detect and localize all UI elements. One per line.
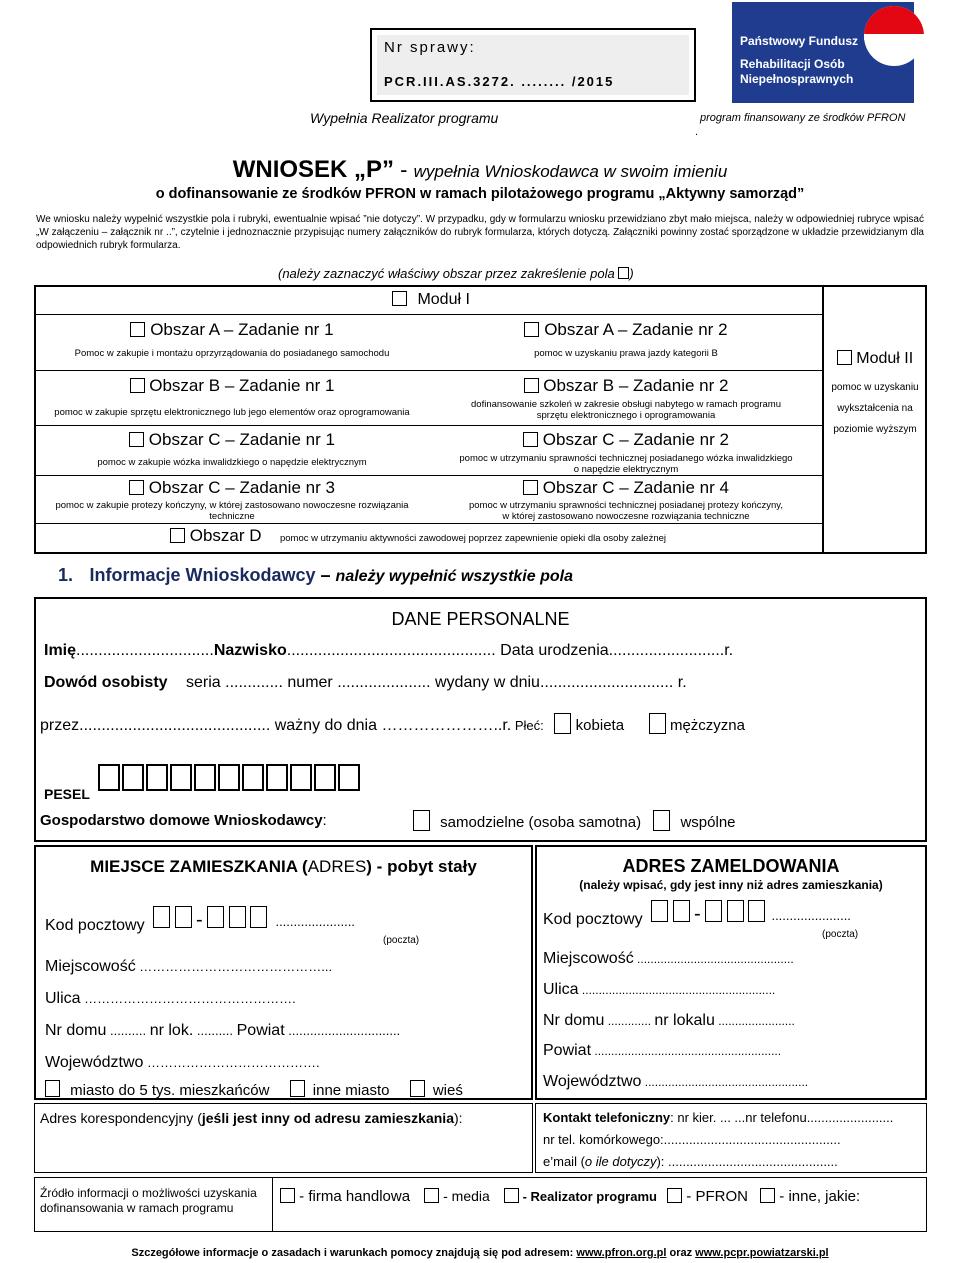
- source-options: [280, 1188, 860, 1205]
- area-c1[interactable]: [36, 430, 428, 468]
- postcode-digit-box[interactable]: [727, 900, 744, 922]
- household-single-label: samodzielne (osoba samotna): [440, 814, 642, 831]
- valid-until-label: ważny do dnia: [274, 717, 378, 734]
- household-shared-checkbox[interactable]: [653, 810, 670, 831]
- registration-county-row: [543, 1042, 781, 1060]
- name-row: [44, 642, 733, 660]
- area-b1-checkbox[interactable]: [130, 378, 145, 393]
- postcode-dash: -: [693, 903, 701, 925]
- module2-checkbox[interactable]: [837, 350, 852, 365]
- residence-voivodeship-field[interactable]: ………………………………….: [143, 1055, 320, 1070]
- row-divider: [36, 425, 822, 426]
- registration-house-field[interactable]: .............: [604, 1014, 655, 1028]
- section1-title: Informacje Wnioskodawcy: [89, 565, 316, 585]
- id-number-field[interactable]: .....................: [332, 674, 435, 691]
- email-field[interactable]: ): ...............................................: [656, 1154, 838, 1169]
- pesel-digit-box[interactable]: [194, 764, 216, 791]
- email-row: [543, 1154, 838, 1169]
- residence-locality-row: [45, 958, 332, 976]
- gender-label: Płeć:: [511, 718, 544, 733]
- household-label: Gospodarstwo domowe Wnioskodawcy: [40, 812, 323, 829]
- pesel-digit-box[interactable]: [218, 764, 240, 791]
- footer-link-pfron[interactable]: www.pfron.org.pl: [576, 1247, 667, 1259]
- pfron-logo: [732, 2, 914, 103]
- module1-label: Moduł I: [417, 291, 470, 308]
- residence-voivodeship-label: Województwo: [45, 1054, 144, 1071]
- section1-dash: –: [315, 565, 336, 585]
- source-media-checkbox[interactable]: [424, 1188, 439, 1203]
- pesel-input[interactable]: [98, 776, 362, 793]
- residence-house-field[interactable]: ..........: [106, 1023, 150, 1038]
- other-town-label: inne miasto: [312, 1082, 390, 1099]
- source-realizator-checkbox[interactable]: [504, 1188, 519, 1203]
- gender-male-checkbox[interactable]: [649, 713, 666, 734]
- issuer-row: [40, 713, 745, 735]
- registration-street-row: [543, 981, 775, 999]
- area-a2-desc: pomoc w uzyskaniu prawa jazdy kategorii B: [534, 348, 718, 359]
- residence-heading-1: MIEJSCE ZAMIESZKANIA (: [90, 857, 308, 876]
- module2-label: Moduł II: [856, 350, 914, 367]
- registration-post-office-label: (poczta): [822, 929, 859, 940]
- contact-phone-label: Kontakt telefoniczny: [543, 1110, 671, 1125]
- contact-phone-field[interactable]: : nr kier. ... ...nr telefonu........................: [670, 1110, 894, 1125]
- source-pfron-label: - PFRON: [682, 1188, 748, 1205]
- area-b2-desc-2: sprzętu elektronicznego i oprogramowania: [536, 410, 716, 421]
- pesel-digit-box[interactable]: [242, 764, 264, 791]
- footer-note: [0, 1247, 960, 1259]
- area-a2[interactable]: [430, 320, 822, 359]
- residence-street-label: Ulica: [45, 990, 81, 1007]
- area-b2[interactable]: [430, 376, 822, 421]
- issued-by-field[interactable]: ...........................................: [79, 717, 275, 734]
- area-a2-title: Obszar A – Zadanie nr 2: [544, 320, 728, 339]
- registration-postcode-row: [543, 900, 851, 929]
- logo-text-1: Państwowy Fundusz: [740, 34, 859, 48]
- area-c2-desc-2: o napędzie elektrycznym: [573, 464, 679, 475]
- gender-female-checkbox[interactable]: [554, 713, 571, 734]
- residence-street-row: [45, 990, 296, 1008]
- residence-county-field[interactable]: ...............................: [284, 1023, 401, 1038]
- postcode-dash: -: [195, 909, 203, 931]
- registration-subheading: (należy wpisać, gdy jest inny niż adres zamieszkania): [579, 878, 883, 892]
- locality-type-row: [45, 1080, 463, 1099]
- case-number-box: [370, 28, 696, 102]
- area-c1-title: Obszar C – Zadanie nr 1: [148, 430, 335, 449]
- id-number-label: numer: [287, 674, 333, 691]
- area-a2-checkbox[interactable]: [524, 322, 539, 337]
- area-c3-desc-1: pomoc w zakupie protezy kończyny, w której zastosowano nowoczesne rozwiązania: [55, 500, 409, 511]
- footer-mid: oraz: [666, 1247, 696, 1259]
- row-divider: [36, 523, 822, 524]
- village-label: wieś: [432, 1082, 463, 1099]
- area-b1-title: Obszar B – Zadanie nr 1: [149, 376, 335, 395]
- module1-option[interactable]: [392, 291, 470, 309]
- checkbox-icon: [618, 267, 629, 279]
- module2-option[interactable]: [826, 350, 924, 435]
- registration-postcode-label: Kod pocztowy: [543, 911, 643, 928]
- correspondence-label: [40, 1110, 463, 1126]
- registration-county-label: Powiat: [543, 1042, 592, 1059]
- registration-voivodeship-label: Województwo: [543, 1073, 642, 1090]
- residence-heading-2: ADRES: [307, 857, 367, 876]
- module2-frame: [822, 287, 824, 552]
- modules-instruction-post: ): [629, 266, 634, 281]
- realizator-note: Wypełnia Realizator programu: [310, 110, 499, 126]
- mobile-phone-row[interactable]: nr tel. komórkowego:.................................................: [543, 1132, 841, 1147]
- form-intro: We wniosku należy wypełnić wszystkie pola i rubryki, ewentualnie wpisać ”nie dotyczy”. W przypadku, gdy w formularzu wniosku przewidziano zbyt mało miejsca, należy w odpowiedniej rubryce wpisać „W załączeniu – załącznik nr ..”, czytelnie i jednoznacznie przypisując numery załączników do rubryk formularza, których dotyczą. Załączniki powinny zostać sporządzone w układzie przewidzianym dla odpowiednich rubryk formularza.: [36, 214, 924, 251]
- pesel-digit-box[interactable]: [266, 764, 288, 791]
- form-title-dash: -: [394, 157, 414, 182]
- small-town-label: miasto do 5 tys. mieszkańców: [70, 1082, 270, 1099]
- area-c1-checkbox[interactable]: [129, 432, 144, 447]
- pesel-digit-box[interactable]: [98, 764, 120, 791]
- area-b2-title: Obszar B – Zadanie nr 2: [543, 376, 729, 395]
- residence-postcode-row: [45, 906, 355, 935]
- area-a1[interactable]: [36, 320, 428, 359]
- area-b1[interactable]: [36, 376, 428, 418]
- financed-note: program finansowany ze środków PFRON: [700, 112, 906, 124]
- registration-street-field[interactable]: ..........................................................: [578, 983, 776, 997]
- residence-house-row: [45, 1022, 400, 1040]
- footer-link-pcpr[interactable]: www.pcpr.powiatzarski.pl: [695, 1247, 829, 1259]
- residence-postcode-label: Kod pocztowy: [45, 917, 145, 934]
- postcode-digit-box[interactable]: [748, 900, 765, 922]
- residence-voivodeship-row: [45, 1054, 320, 1072]
- registration-house-row: [543, 1012, 795, 1030]
- source-other-label: - inne, jakie:: [775, 1188, 861, 1205]
- row-divider: [36, 475, 822, 476]
- contact-phone-row: [543, 1110, 893, 1125]
- area-c1-desc: pomoc w zakupie wózka inwalidzkiego o napędzie elektrycznym: [97, 457, 367, 468]
- source-shop-label: - firma handlowa: [295, 1188, 411, 1205]
- source-media-label: - media: [439, 1188, 490, 1204]
- household-row: [40, 812, 327, 829]
- residence-flat-label: nr lok.: [149, 1022, 194, 1039]
- area-c2-checkbox[interactable]: [523, 432, 538, 447]
- postcode-digit-box[interactable]: [651, 900, 668, 922]
- first-name-label: Imię: [44, 642, 77, 659]
- pesel-label: PESEL: [44, 786, 90, 802]
- logo-text-3: Niepełnosprawnych: [740, 72, 854, 86]
- postcode-digit-box[interactable]: [153, 906, 170, 928]
- household-single-checkbox[interactable]: [413, 810, 430, 831]
- residence-locality-label: Miejscowość: [45, 958, 136, 975]
- id-card-row: [44, 674, 687, 692]
- pesel-digit-box[interactable]: [122, 764, 144, 791]
- case-number[interactable]: PCR.III.AS.3272. ........ /2015: [384, 74, 615, 89]
- area-c2-desc-1: pomoc w utrzymaniu sprawności technicznej posiadanego wózka inwalidzkiego: [459, 453, 793, 464]
- pesel-row: [44, 764, 362, 802]
- small-town-checkbox[interactable]: [45, 1080, 60, 1097]
- area-c4-desc-2: w której zastosowano nowoczesne rozwiązania techniczne: [502, 511, 750, 522]
- id-series-field[interactable]: .............: [220, 674, 288, 691]
- residence-county-label: Powiat: [236, 1022, 285, 1039]
- birth-date-label: Data urodzenia: [495, 642, 609, 659]
- module2-desc-2: wykształcenia na: [837, 403, 913, 414]
- source-pfron-checkbox[interactable]: [667, 1188, 682, 1203]
- area-d[interactable]: [170, 526, 666, 546]
- source-label: Źródło informacji o możliwości uzyskania dofinansowania w ramach programu: [40, 1186, 257, 1215]
- area-d-title: Obszar D: [189, 526, 262, 545]
- id-card-label: Dowód osobisty: [44, 674, 168, 691]
- area-c4-title: Obszar C – Zadanie nr 4: [542, 478, 729, 497]
- row-divider: [36, 370, 822, 371]
- registration-house-label: Nr domu: [543, 1012, 605, 1029]
- pesel-digit-box[interactable]: [170, 764, 192, 791]
- source-shop-checkbox[interactable]: [280, 1188, 295, 1203]
- area-b2-desc-1: dofinansowanie szkoleń w zakresie obsługi nabytego w ramach programu: [471, 399, 781, 410]
- gender-female-label: kobieta: [575, 717, 625, 734]
- personal-heading: DANE PERSONALNE: [391, 609, 570, 629]
- section1-heading: [58, 565, 573, 586]
- residence-post-office-field[interactable]: ......................: [275, 914, 355, 929]
- gender-male-label: mężczyzna: [669, 717, 745, 734]
- birth-date-field[interactable]: ..........................r.: [608, 642, 734, 659]
- area-c3-checkbox[interactable]: [129, 480, 144, 495]
- registration-heading: ADRES ZAMELDOWANIA: [622, 856, 840, 876]
- email-label-2: o ile dotyczy: [584, 1154, 657, 1169]
- registration-flat-field[interactable]: .......................: [714, 1014, 795, 1028]
- correspondence-label-3: ):: [453, 1110, 463, 1126]
- pesel-digit-box[interactable]: [338, 764, 360, 791]
- module2-desc-3: poziomie wyższym: [833, 424, 917, 435]
- residence-street-field[interactable]: ………………………………………….: [80, 991, 296, 1006]
- area-a1-title: Obszar A – Zadanie nr 1: [150, 320, 334, 339]
- logo-emblem: [862, 4, 926, 68]
- logo-text-2: Rehabilitacji Osób: [740, 57, 845, 71]
- case-label: Nr sprawy:: [384, 39, 476, 56]
- pesel-digit-box[interactable]: [290, 764, 312, 791]
- residence-locality-field[interactable]: ……………………………………...: [135, 959, 333, 974]
- modules-instruction: [278, 266, 634, 281]
- pesel-digit-box[interactable]: [314, 764, 336, 791]
- postcode-digit-box[interactable]: [229, 906, 246, 928]
- valid-until-field[interactable]: …………………..r.: [377, 717, 512, 734]
- area-c2[interactable]: [430, 430, 822, 475]
- area-c4-checkbox[interactable]: [523, 480, 538, 495]
- registration-post-office-field[interactable]: ......................: [771, 908, 851, 923]
- registration-voivodeship-row: [543, 1073, 808, 1091]
- section1-note: należy wypełnić wszystkie pola: [335, 568, 573, 585]
- last-name-field[interactable]: ...............................................: [286, 642, 496, 659]
- household-options: [413, 810, 736, 831]
- other-town-checkbox[interactable]: [290, 1080, 305, 1097]
- registration-locality-row: [543, 950, 794, 968]
- residence-heading: [34, 857, 533, 877]
- registration-flat-label: nr lokalu: [654, 1012, 715, 1029]
- source-other-checkbox[interactable]: [760, 1188, 775, 1203]
- id-series-label: seria: [186, 674, 221, 691]
- area-c4-desc-1: pomoc w utrzymaniu sprawności technicznej posiadanej protezy kończyny,: [468, 500, 783, 511]
- area-c3-desc-2: techniczne: [209, 511, 255, 522]
- postcode-digit-box[interactable]: [705, 900, 722, 922]
- household-shared-label: wspólne: [680, 814, 736, 831]
- modules-instruction-pre: (należy zaznaczyć właściwy obszar przez zakreślenie pola: [278, 266, 619, 281]
- form-title-italic: wypełnia Wnioskodawca w swoim imieniu: [413, 162, 728, 181]
- area-c3[interactable]: [36, 478, 428, 522]
- postcode-digit-box[interactable]: [207, 906, 224, 928]
- form-title-main: WNIOSEK „P”: [232, 156, 395, 183]
- residence-flat-field[interactable]: ..........: [193, 1023, 237, 1038]
- form-title: [0, 156, 960, 184]
- issued-by-label: przez: [40, 717, 80, 734]
- module1-checkbox[interactable]: [392, 291, 407, 306]
- registration-voivodeship-field[interactable]: .................................................: [641, 1075, 809, 1089]
- area-b2-checkbox[interactable]: [524, 378, 539, 393]
- registration-county-field[interactable]: ........................................................: [591, 1044, 782, 1058]
- postcode-digit-box[interactable]: [673, 900, 690, 922]
- registration-locality-field[interactable]: ...............................................: [633, 952, 794, 966]
- registration-locality-label: Miejscowość: [543, 950, 634, 967]
- last-name-label: Nazwisko: [213, 642, 287, 659]
- area-d-checkbox[interactable]: [170, 528, 185, 543]
- module2-desc-1: pomoc w uzyskaniu: [831, 382, 919, 393]
- section1-number: 1.: [58, 565, 74, 585]
- correspondence-label-1: Adres korespondencyjny (: [40, 1110, 202, 1126]
- household-colon: :: [322, 812, 327, 829]
- village-checkbox[interactable]: [410, 1080, 425, 1097]
- financed-dot: .: [695, 126, 699, 138]
- residence-house-label: Nr domu: [45, 1022, 107, 1039]
- issued-date-label: wydany w dniu: [435, 674, 540, 691]
- issued-date-field[interactable]: .............................. r.: [539, 674, 687, 691]
- area-b1-desc: pomoc w zakupie sprzętu elektronicznego lub jego elementów oraz oprogramowania: [54, 407, 410, 418]
- source-realizator-label: - Realizator programu: [518, 1189, 657, 1204]
- email-label-1: e’mail (: [543, 1154, 585, 1169]
- footer-text: Szczegółowe informacje o zasadach i warunkach pomocy znajdują się pod adresem:: [131, 1247, 577, 1259]
- pesel-digit-box[interactable]: [146, 764, 168, 791]
- postcode-digit-box[interactable]: [250, 906, 267, 928]
- area-c4[interactable]: [430, 478, 822, 522]
- postcode-digit-box[interactable]: [175, 906, 192, 928]
- residence-heading-3: ) - pobyt stały: [366, 857, 477, 876]
- registration-street-label: Ulica: [543, 981, 579, 998]
- area-a1-checkbox[interactable]: [130, 322, 145, 337]
- form-subtitle: o dofinansowanie ze środków PFRON w ramach pilotażowego programu „Aktywny samorząd”: [155, 186, 805, 202]
- first-name-field[interactable]: ...............................: [76, 642, 214, 659]
- area-c3-title: Obszar C – Zadanie nr 3: [148, 478, 335, 497]
- area-a1-desc: Pomoc w zakupie i montażu oprzyrządowania do posiadanego samochodu: [74, 348, 390, 359]
- source-divider: [272, 1177, 273, 1232]
- area-d-desc: pomoc w utrzymaniu aktywności zawodowej poprzez zapewnienie opieki dla osoby zależnej: [279, 533, 666, 544]
- correspondence-label-2: jeśli jest inny od adresu zamieszkania: [201, 1110, 454, 1126]
- area-c2-title: Obszar C – Zadanie nr 2: [542, 430, 729, 449]
- residence-post-office-label: (poczta): [383, 935, 420, 946]
